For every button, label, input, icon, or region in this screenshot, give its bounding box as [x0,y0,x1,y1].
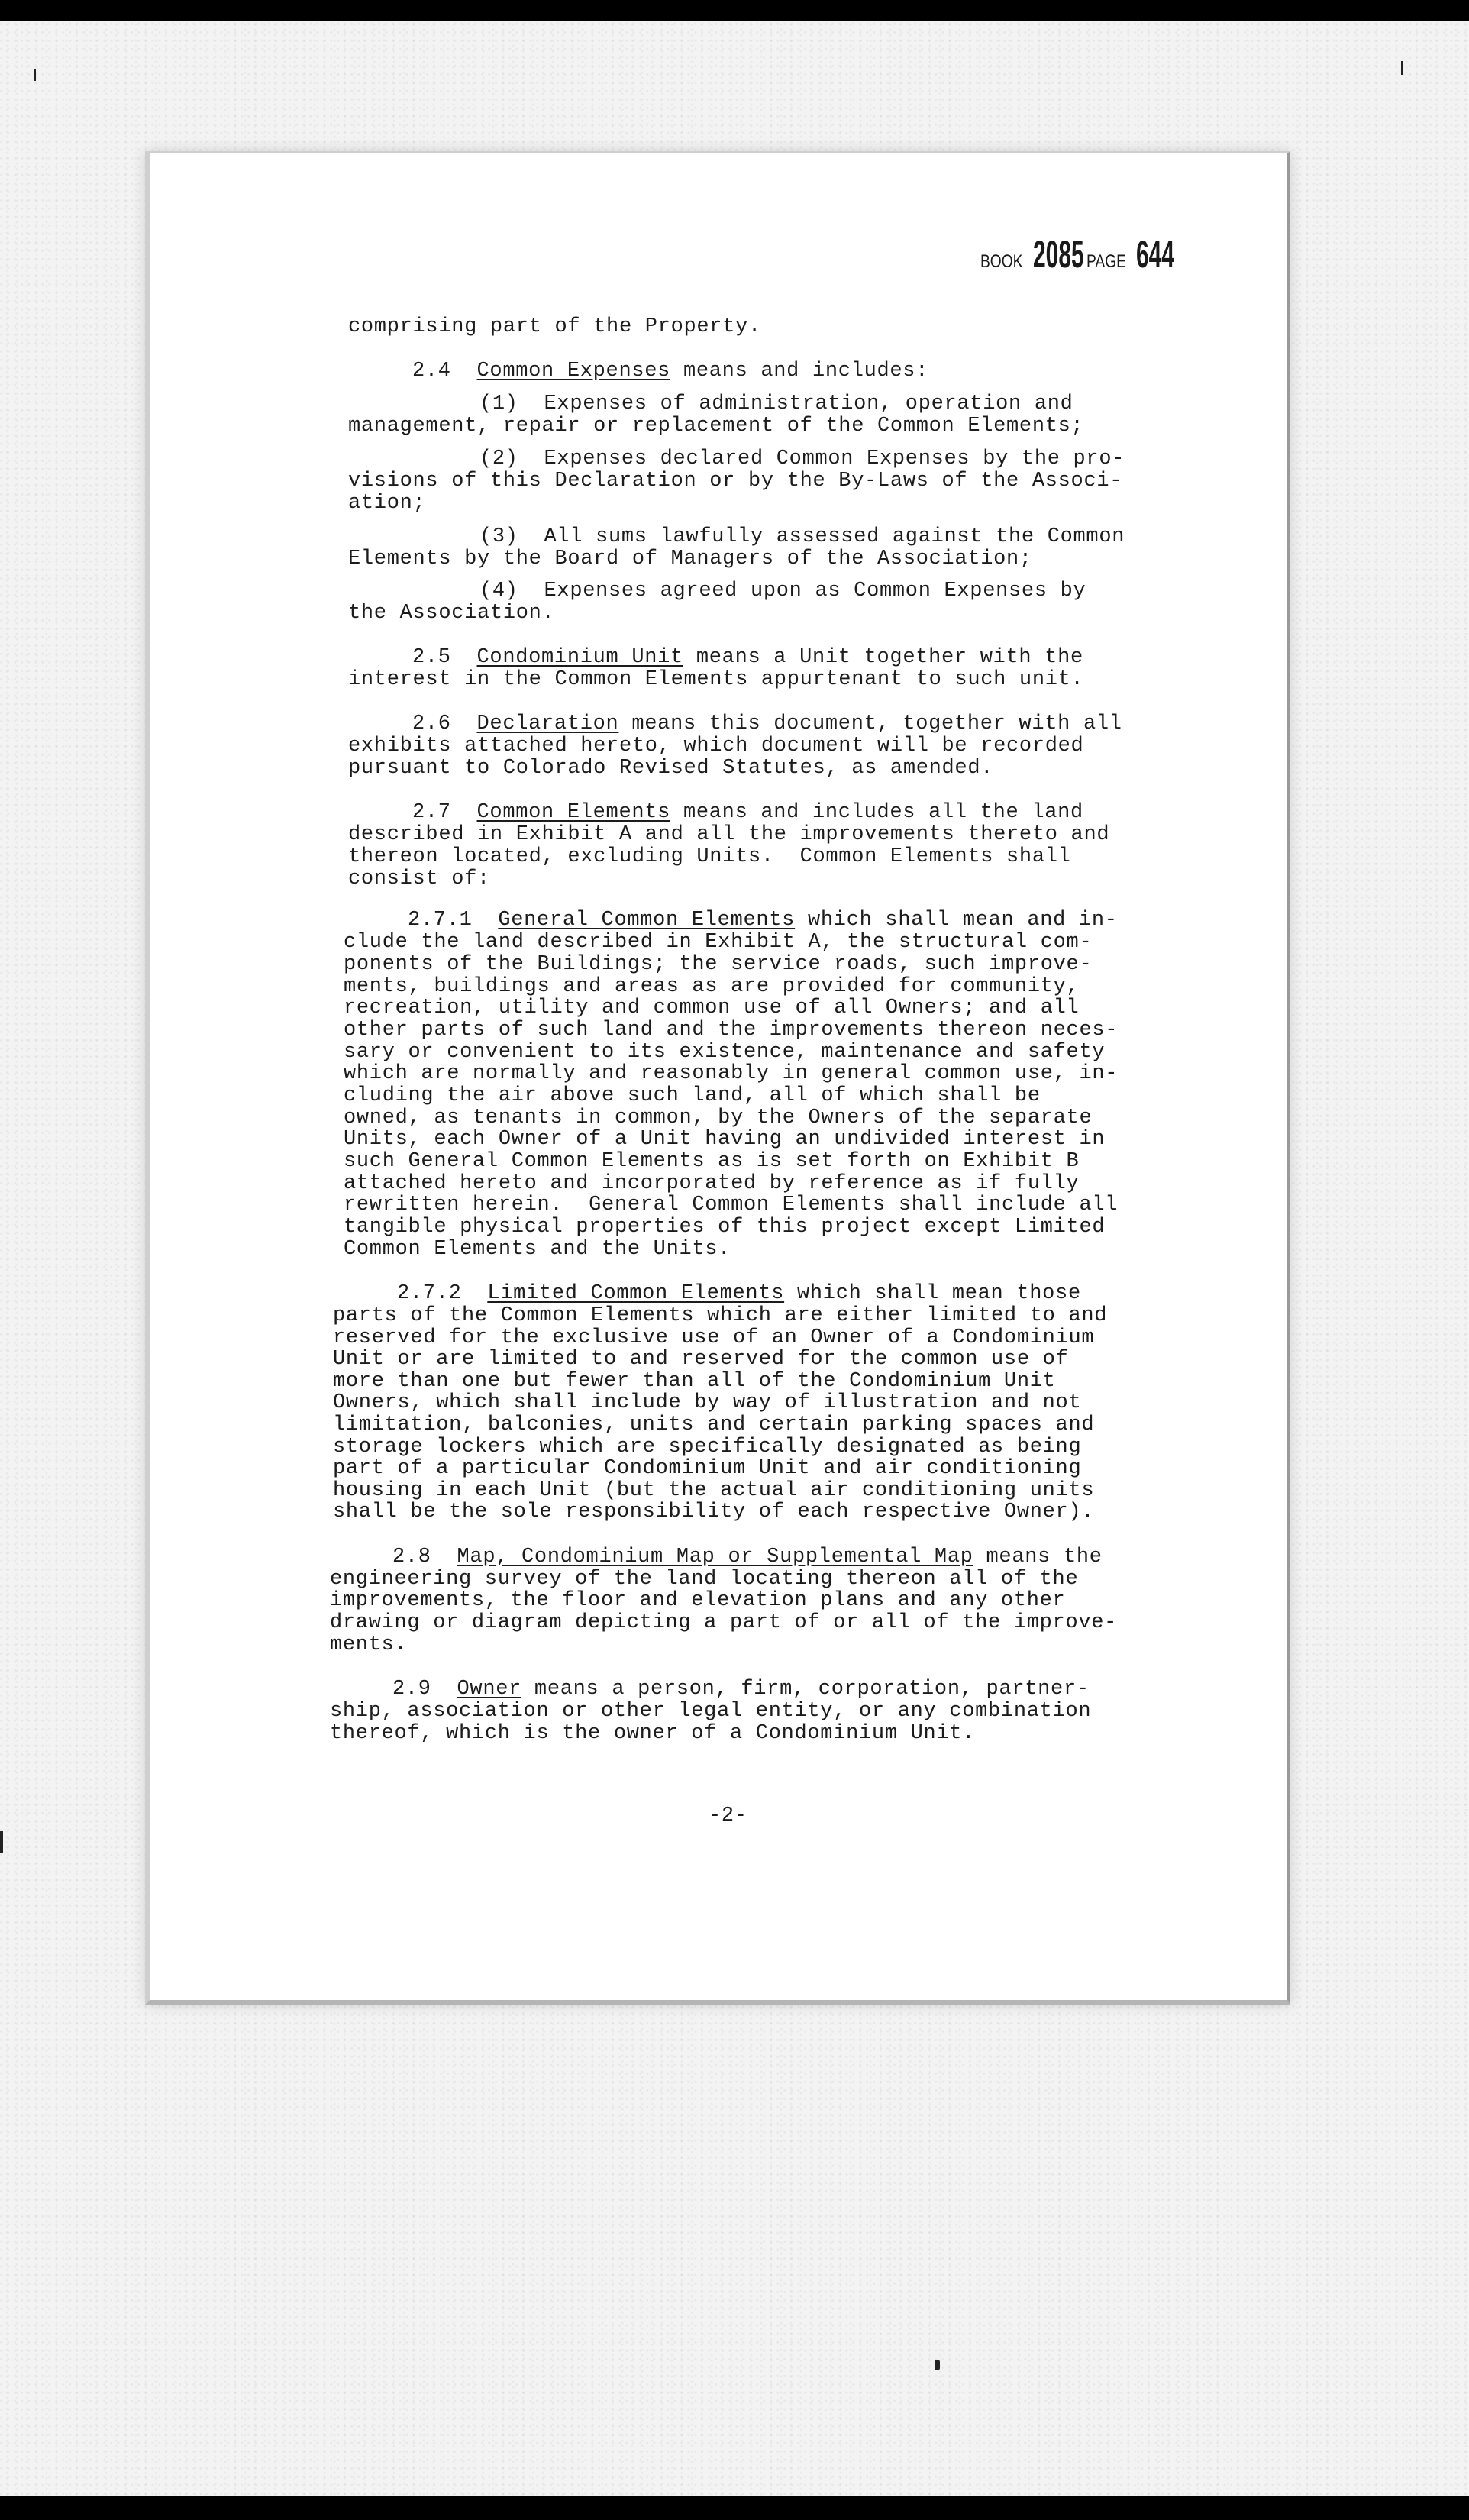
text-line [344,1107,1092,1129]
text-line [348,758,993,780]
text-span: 2.5 [412,646,477,669]
text-span: ship, association or other legal entity, or any combination [330,1700,1092,1723]
text-span: rewritten herein. General Common Elements shall include all [344,1194,1119,1216]
text-span: Elements by the Board of Managers of the Association; [348,548,1032,570]
text-line [344,997,1079,1019]
text-span: cluding the air above such land, all of which shall be [344,1084,1041,1107]
text-line [348,493,425,515]
text-line [348,415,1083,438]
text-span: visions of this Declaration or by the By-Laws of the Associ- [348,470,1123,493]
text-span: more than one but fewer than all of the Condominium Unit [333,1370,1056,1393]
text-line [333,1480,1094,1502]
text-line [348,548,1032,570]
text-line [333,1392,1081,1414]
book-label: BOOK [980,251,1023,272]
text-line [330,1701,1091,1723]
text-span: clude the land described in Exhibit A, the structural com- [344,931,1093,954]
scan-border-bottom [0,2496,1469,2520]
text-span: which shall mean those [784,1282,1081,1305]
text-span: drawing or diagram depicting a part of or all of the improve- [330,1611,1118,1634]
defined-term: General Common Elements [498,909,796,932]
text-line [397,1283,1081,1305]
book-page-stamp [980,232,1177,278]
defined-term: Condominium Unit [476,646,683,669]
text-line [479,393,1074,415]
text-span: shall be the sole responsibility of each respective Owner). [333,1501,1095,1523]
text-span: housing in each Unit (but the actual air conditioning units [333,1479,1095,1502]
text-span: thereof, which is the owner of a Condominium Unit. [330,1722,976,1745]
text-span: tangible physical properties of this project except Limited [344,1216,1106,1239]
text-span: Common Elements and the Units. [344,1238,731,1261]
text-span: ation; [348,492,426,515]
text-span: sary or convenient to its existence, maintenance and safety [344,1041,1106,1064]
text-line [344,1063,1118,1085]
book-number: 2085 [1033,233,1085,276]
text-line [348,846,1071,868]
text-span: (2) Expenses declared Common Expenses by the pro- [479,447,1125,470]
defined-term: Limited Common Elements [487,1282,785,1305]
text-span: means and includes: [670,360,929,383]
text-line [344,1216,1105,1239]
text-span: reserved for the exclusive use of an Owner of a Condominium [333,1326,1095,1349]
text-span: owned, as tenants in common, by the Owners of the separate [344,1107,1093,1129]
text-span: (3) All sums lawfully assessed against the Common [479,525,1125,548]
text-span: recreation, utility and common use of all Owners; and all [344,997,1080,1019]
text-span: other parts of such land and the improvements thereon neces- [344,1019,1119,1042]
text-span: limitation, balconies, units and certain parking spaces and [333,1413,1095,1436]
text-line [344,1239,731,1261]
text-span: which shall mean and in- [795,909,1118,932]
text-span: 2.4 [412,360,477,383]
scan-speck [0,1831,3,1853]
text-line [348,603,554,625]
text-line [330,1634,407,1656]
text-span: the Association. [348,602,555,625]
text-span: Units, each Owner of a Unit having an undivided interest in [344,1128,1106,1151]
text-span: means a person, firm, corporation, partner- [521,1678,1090,1701]
text-line [344,1085,1041,1107]
text-line [412,647,1083,669]
text-span: engineering survey of the land locating thereon all of the [330,1568,1079,1591]
scan-border-top [0,0,1469,21]
text-span: 2.7.2 [397,1282,488,1305]
text-line [348,669,1083,691]
scan-speck [34,69,36,81]
text-span: 2.8 [392,1546,457,1569]
text-line [479,448,1125,470]
text-line [479,580,1086,603]
text-span: described in Exhibit A and all the improvements thereto and [348,823,1110,846]
text-span: ponents of the Buildings; the service roads, such improve- [344,953,1093,976]
text-line [408,909,1118,932]
text-span: exhibits attached hereto, which document will be recorded [348,735,1084,758]
text-span: attached hereto and incorporated by reference as if fully [344,1172,1080,1195]
text-line [344,932,1092,954]
text-span: means this document, together with all [618,712,1122,735]
text-line [330,1569,1078,1591]
text-line [333,1349,1068,1371]
text-line [333,1371,1056,1393]
text-span: improvements, the floor and elevation plans and any other [330,1589,1066,1612]
text-line [392,1546,1103,1569]
defined-term: Owner [457,1678,522,1701]
text-line [344,1019,1118,1042]
text-span: (1) Expenses of administration, operation and [479,393,1074,415]
text-line [412,802,1083,824]
text-span: such General Common Elements as is set forth on Exhibit B [344,1150,1080,1173]
text-line [348,824,1109,846]
text-line [479,526,1125,548]
text-line [344,976,1079,998]
text-span: 2.7.1 [408,909,499,932]
text-span: interest in the Common Elements appurtenant to such unit. [348,668,1084,691]
defined-term: Map, Condominium Map or Supplemental Map [457,1546,973,1569]
text-span: means the [973,1546,1103,1569]
text-span: ments. [330,1633,408,1656]
text-span: management, repair or replacement of the Common Elements; [348,415,1084,438]
text-span: Owners, which shall include by way of illustration and not [333,1391,1082,1414]
text-line [330,1612,1117,1634]
text-line [333,1414,1094,1436]
text-span: parts of the Common Elements which are either limited to and [333,1304,1108,1327]
text-line [348,470,1122,493]
text-line [392,1678,1090,1701]
page-label: PAGE [1086,251,1126,272]
text-span: pursuant to Colorado Revised Statutes, as amended. [348,757,994,780]
text-span: means a Unit together with the [683,646,1083,669]
text-line [412,360,928,383]
text-line [344,1042,1105,1064]
scan-speck [935,2360,940,2370]
defined-term: Declaration [476,712,619,735]
text-line [412,713,1122,735]
text-line [330,1723,975,1745]
text-line [344,1129,1105,1151]
text-line [348,868,490,890]
text-span: means and includes all the land [670,801,1083,824]
scan-speck [1401,61,1403,75]
text-line [348,735,1083,758]
text-span: ments, buildings and areas as are provided for community, [344,975,1080,998]
text-span: 2.7 [412,801,477,824]
text-line [330,1590,1065,1612]
defined-term: Common Expenses [476,360,671,383]
text-line [344,954,1092,976]
record-page-number: 644 [1135,233,1174,276]
text-line [333,1327,1094,1349]
text-span: 2.6 [412,712,477,735]
page-number: -2- [709,1804,747,1827]
text-line [333,1501,1094,1523]
text-line [333,1436,1081,1459]
text-span: thereon located, excluding Units. Common Elements shall [348,845,1071,868]
text-span: which are normally and reasonably in general common use, in- [344,1062,1119,1085]
defined-term: Common Elements [476,801,671,824]
text-span: 2.9 [392,1678,457,1701]
text-line [344,1151,1079,1173]
text-line [333,1305,1107,1327]
text-line [344,1194,1118,1216]
text-line [348,316,761,338]
text-span: comprising part of the Property. [348,315,761,338]
text-span: (4) Expenses agreed upon as Common Expenses by [479,580,1086,603]
text-span: consist of: [348,867,490,890]
text-line [344,1173,1079,1195]
text-span: storage lockers which are specifically designated as being [333,1436,1082,1459]
text-line [333,1458,1081,1480]
text-span: Unit or are limited to and reserved for the common use of [333,1348,1069,1371]
text-span: part of a particular Condominium Unit and air conditioning [333,1457,1082,1480]
